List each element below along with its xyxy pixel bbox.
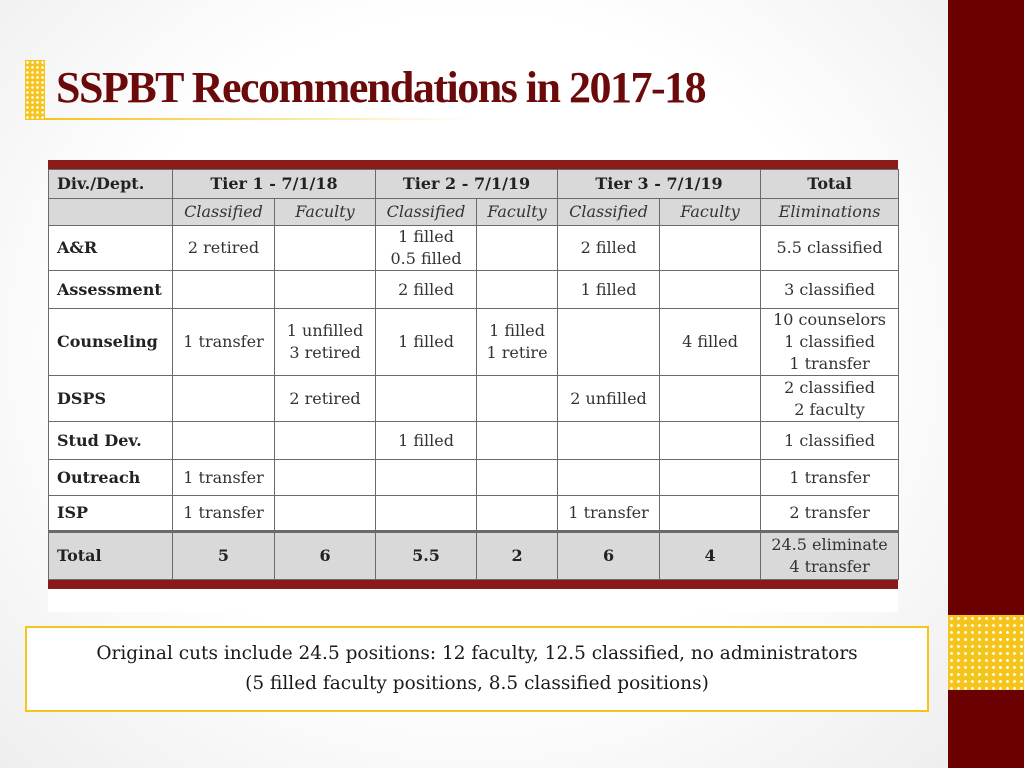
cell-line: 2 classified — [784, 377, 875, 397]
cell-t1f — [275, 376, 376, 422]
cell-total — [761, 226, 899, 271]
cell-t1c — [173, 496, 275, 532]
table-row — [49, 226, 899, 271]
cell-line: 1 transfer — [789, 467, 870, 487]
row-dept: Counseling — [49, 309, 173, 376]
cell-t2c — [376, 460, 477, 496]
row-dept: DSPS — [49, 376, 173, 422]
cell-total — [761, 376, 899, 422]
cell-line: 24.5 eliminate — [771, 535, 888, 554]
row-dept: Assessment — [49, 271, 173, 309]
cell-line: 2 transfer — [789, 503, 870, 522]
note-box — [25, 626, 929, 712]
table-row — [49, 460, 899, 496]
cell-line: 2 filled — [398, 279, 454, 299]
subheader-eliminations: Eliminations — [761, 199, 899, 226]
cell-t2c — [376, 271, 477, 309]
cell-t2f — [477, 226, 558, 271]
cell-line: 1 retire — [486, 343, 548, 362]
cell-t2f — [477, 309, 558, 376]
totals-row — [49, 532, 899, 580]
note-line-1: Original cuts include 24.5 positions: 12 faculty, 12.5 classified, no administrators — [96, 643, 858, 664]
cell-t3c — [558, 422, 660, 460]
cell-total — [761, 422, 899, 460]
note-line-2: (5 filled faculty positions, 8.5 classified positions) — [245, 673, 709, 694]
cell-line: 1 transfer — [183, 503, 264, 522]
cell-line: 2 unfilled — [570, 388, 647, 408]
cell-line: 1 transfer — [183, 332, 264, 351]
cell-line: 3 classified — [784, 279, 875, 299]
cell-line: 2 retired — [289, 388, 361, 408]
header-tier2: Tier 2 - 7/1/19 — [376, 170, 558, 199]
cell-t3c — [558, 376, 660, 422]
cell-t3f — [660, 460, 761, 496]
total-t3c: 6 — [558, 532, 660, 580]
row-dept: Stud Dev. — [49, 422, 173, 460]
cell-t1f — [275, 422, 376, 460]
cell-t3f — [660, 226, 761, 271]
cell-line: 1 filled — [580, 279, 637, 299]
cell-line: 1 filled — [398, 430, 454, 450]
cell-total — [761, 309, 899, 376]
row-dept: Outreach — [49, 460, 173, 496]
cell-t3c — [558, 226, 660, 271]
title-accent-bar — [25, 60, 45, 120]
table-bottom-bar — [48, 580, 898, 589]
total-t1f: 6 — [275, 532, 376, 580]
header-divdept: Div./Dept. — [49, 170, 173, 199]
cell-t3f — [660, 309, 761, 376]
header-tier1: Tier 1 - 7/1/18 — [173, 170, 376, 199]
recommendations-table — [48, 160, 898, 612]
subheader-t1-classified: Classified — [173, 199, 275, 226]
table-row — [49, 496, 899, 532]
cell-line: 3 retired — [289, 343, 361, 362]
cell-t2f — [477, 271, 558, 309]
cell-t3c — [558, 271, 660, 309]
subheader-t3-classified: Classified — [558, 199, 660, 226]
cell-t3f — [660, 376, 761, 422]
decorative-dot-pattern — [948, 615, 1024, 690]
cell-line: 0.5 filled — [390, 249, 462, 268]
cell-t1c — [173, 226, 275, 271]
cell-line: 2 retired — [187, 238, 260, 257]
cell-t2f — [477, 422, 558, 460]
cell-line: 1 transfer — [789, 354, 870, 373]
cell-t1c — [173, 271, 275, 309]
cell-t3c — [558, 496, 660, 532]
cell-t1f — [275, 496, 376, 532]
cell-t3c — [558, 460, 660, 496]
table-row — [49, 309, 899, 376]
cell-t2c — [376, 376, 477, 422]
total-t2f: 2 — [477, 532, 558, 580]
total-t1c: 5 — [173, 532, 275, 580]
cell-t1c — [173, 376, 275, 422]
cell-line: 4 filled — [682, 332, 738, 351]
cell-total — [761, 496, 899, 532]
cell-t1f — [275, 309, 376, 376]
cell-line: 1 transfer — [568, 503, 649, 522]
cell-line: 1 classified — [784, 332, 875, 351]
cell-total — [761, 271, 899, 309]
table-row — [49, 271, 899, 309]
table-row — [49, 422, 899, 460]
cell-line: 1 filled — [398, 227, 454, 246]
cell-t2c — [376, 496, 477, 532]
subheader-t2-classified: Classified — [376, 199, 477, 226]
cell-line: 5.5 classified — [776, 238, 883, 257]
cell-t2c — [376, 422, 477, 460]
recommendations-grid — [48, 169, 899, 580]
cell-t2c — [376, 226, 477, 271]
total-eliminations — [761, 532, 899, 580]
cell-line: 2 faculty — [794, 399, 865, 419]
cell-line: 1 unfilled — [286, 321, 364, 340]
cell-t2c — [376, 309, 477, 376]
total-t3f: 4 — [660, 532, 761, 580]
cell-total — [761, 460, 899, 496]
cell-line: 2 filled — [580, 238, 637, 257]
totals-label: Total — [49, 532, 173, 580]
cell-t2f — [477, 496, 558, 532]
cell-t3c — [558, 309, 660, 376]
slide-title: SSPBT Recommendations in 2017-18 — [56, 63, 706, 112]
table-row — [49, 376, 899, 422]
cell-line: 10 counselors — [773, 310, 887, 329]
table-top-bar — [48, 160, 898, 169]
header-row — [49, 170, 899, 199]
subheader-t1-faculty: Faculty — [275, 199, 376, 226]
row-dept: ISP — [49, 496, 173, 532]
cell-line: 1 filled — [489, 321, 545, 340]
cell-t1f — [275, 271, 376, 309]
cell-t1f — [275, 460, 376, 496]
cell-line: 1 filled — [398, 332, 454, 351]
cell-t1f — [275, 226, 376, 271]
cell-t1c — [173, 422, 275, 460]
header-tier3: Tier 3 - 7/1/19 — [558, 170, 761, 199]
subheader-blank — [49, 199, 173, 226]
subheader-t2-faculty: Faculty — [477, 199, 558, 226]
row-dept: A&R — [49, 226, 173, 271]
cell-t3f — [660, 496, 761, 532]
header-total: Total — [761, 170, 899, 199]
total-t2c: 5.5 — [376, 532, 477, 580]
cell-t1c — [173, 460, 275, 496]
subheader-row — [49, 199, 899, 226]
title-underline — [45, 118, 475, 120]
cell-line: 4 transfer — [789, 557, 870, 576]
cell-t2f — [477, 460, 558, 496]
cell-line: 1 classified — [784, 430, 875, 450]
cell-t2f — [477, 376, 558, 422]
cell-t3f — [660, 271, 761, 309]
cell-t3f — [660, 422, 761, 460]
subheader-t3-faculty: Faculty — [660, 199, 761, 226]
cell-t1c — [173, 309, 275, 376]
cell-line: 1 transfer — [183, 467, 264, 487]
